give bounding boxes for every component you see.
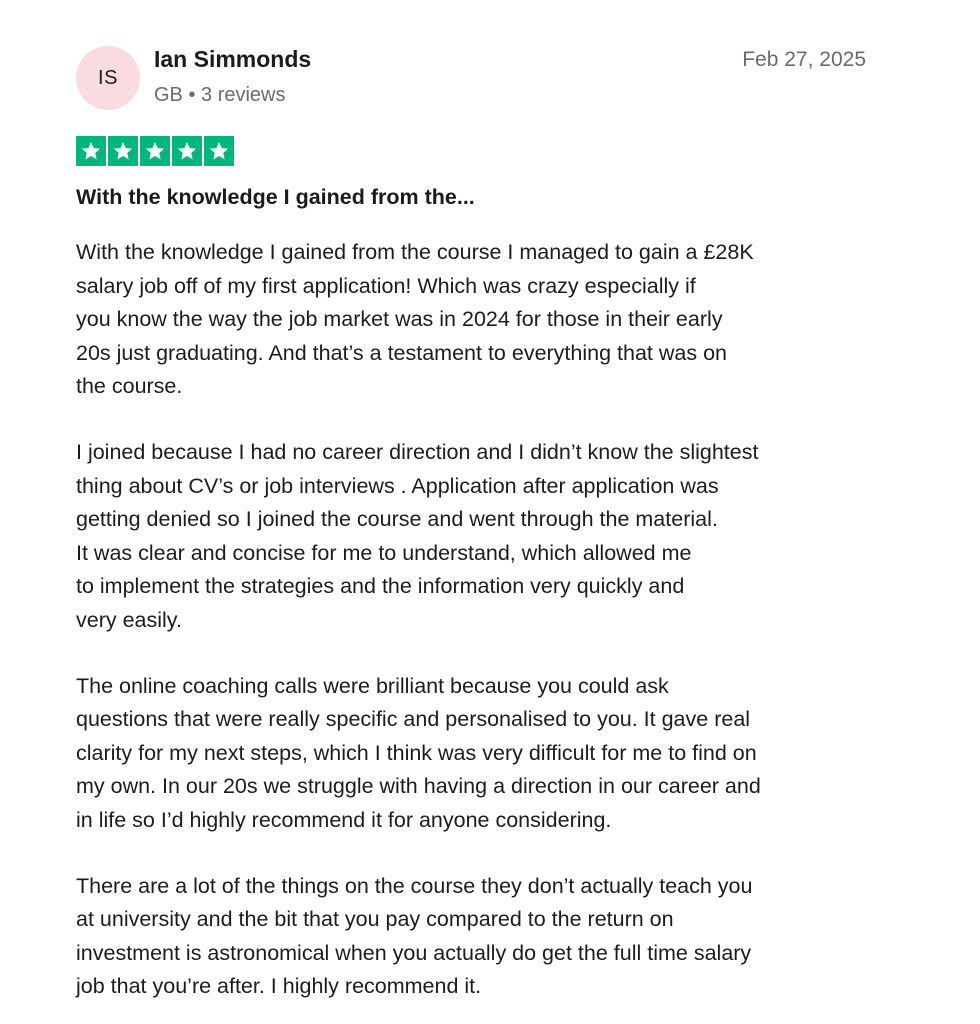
avatar[interactable]: IS <box>76 46 140 110</box>
review-text-line: The online coaching calls were brilliant because you could ask <box>76 673 669 698</box>
review-date: Feb 27, 2025 <box>742 48 866 71</box>
star-rating <box>76 136 234 166</box>
review-paragraph <box>76 436 896 637</box>
review-text-line: to implement the strategies and the information very quickly and <box>76 574 685 598</box>
review-text-line: very easily. <box>76 607 182 632</box>
review-text-line: 20s just graduating. And that’s a testament to everything that was on <box>76 340 727 365</box>
review-text-line: in life so I’d highly recommend it for anyone considering. <box>76 807 612 832</box>
star-icon <box>76 136 106 166</box>
review-text-line: my own. In our 20s we struggle with having a direction in our career and <box>76 774 761 798</box>
review-body <box>76 236 896 1024</box>
review-text-line: questions that were really specific and personalised to you. It gave real <box>76 707 751 731</box>
review-text-line: at university and the bit that you pay compared to the return on <box>76 907 674 931</box>
review-paragraph <box>76 870 896 1004</box>
review-text-line: There are a lot of the things on the course they don’t actually teach you <box>76 873 753 898</box>
review-text-line: you know the way the job market was in 2024 for those in their early <box>76 307 723 331</box>
review-text-line: With the knowledge I gained from the course I managed to gain a £28K <box>76 240 754 264</box>
star-icon <box>108 136 138 166</box>
review-text-line: salary job off of my first application! Which was crazy especially if <box>76 273 696 298</box>
review-paragraph <box>76 236 896 404</box>
review-text-line: getting denied so I joined the course and went through the material. <box>76 507 718 531</box>
review-text-line: clarity for my next steps, which I think was very difficult for me to find on <box>76 740 757 765</box>
star-icon <box>204 136 234 166</box>
review-text-line: thing about CV’s or job interviews . Application after application was <box>76 473 719 498</box>
review-text-line: job that you’re after. I highly recommend it. <box>76 974 482 998</box>
star-icon <box>140 136 170 166</box>
review-paragraph <box>76 670 896 838</box>
review-text-line: It was clear and concise for me to understand, which allowed me <box>76 540 692 565</box>
reviewer-meta: GB • 3 reviews <box>154 84 286 106</box>
review-text-line: investment is astronomical when you actually do get the full time salary <box>76 940 752 965</box>
review-text-line: I joined because I had no career direction and I didn’t know the slightest <box>76 440 759 464</box>
reviewer-name[interactable]: Ian Simmonds <box>154 46 312 72</box>
star-icon <box>172 136 202 166</box>
review-text-line: the course. <box>76 374 183 398</box>
review-title[interactable]: With the knowledge I gained from the... <box>76 185 475 209</box>
